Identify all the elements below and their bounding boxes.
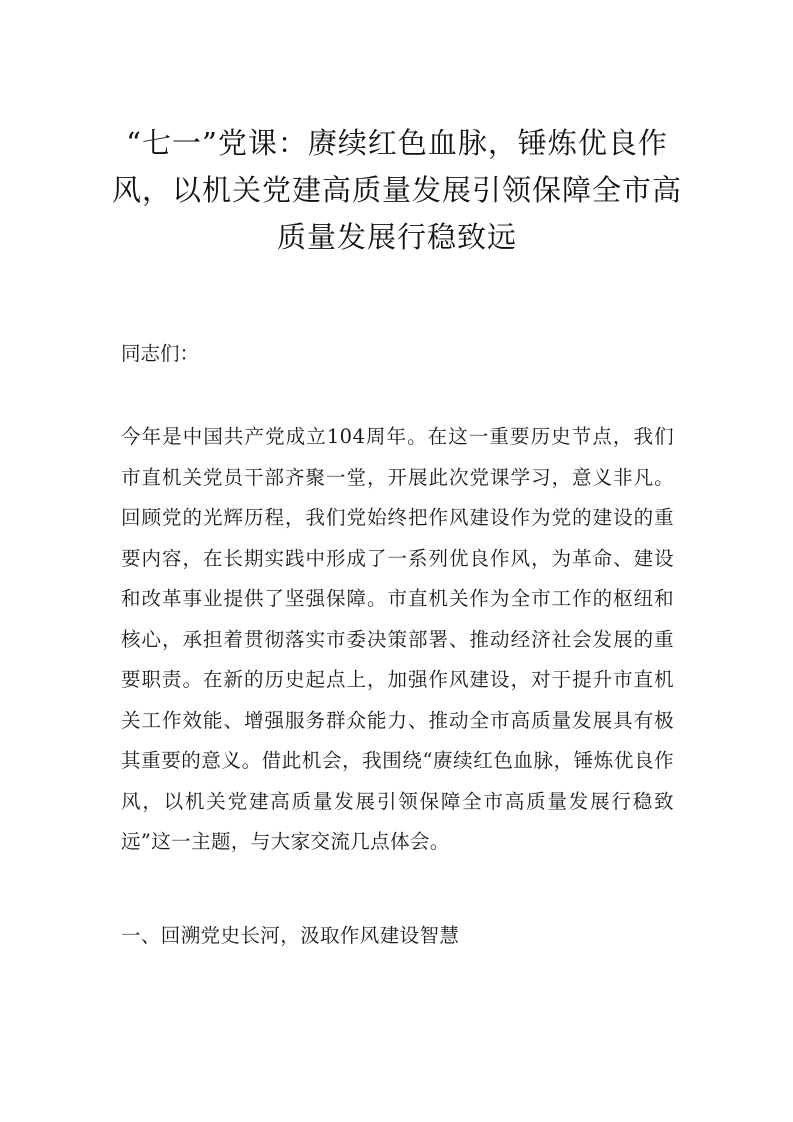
salutation: 同志们： <box>121 342 200 365</box>
intro-paragraph: 今年是中国共产党成立104周年。在这一重要历史节点，我们市直机关党员干部齐聚一堂，开展此次党课学习，意义非凡。回顾党的光辉历程，我们党始终把作风建设作为党的建设的重要内容，在长期实践中形成了一系列优良作风，为革命、建设和改革事业提供了坚强保障。市直机关作为全市工作的枢纽和核心，承担着贯彻落实市委决策部署、推动经济社会发展的重要职责。在新的历史起点上，加强作风建设，对于提升市直机关工作效能、增强服务群众能力、推动全市高质量发展具有极其重要的意义。借此机会，我围绕“赓续红色血脉，锤炼优良作风，以机关党建高质量发展引领保障全市高质量发展行稳致远”这一主题，与大家交流几点体会。 <box>121 425 674 853</box>
document-title: “七一”党课：赓续红色血脉，锤炼优良作风，以机关党建高质量发展引领保障全市高质量发展行稳致远 <box>111 126 682 254</box>
section-heading: 一、回溯党史长河，汲取作风建设智慧 <box>121 924 460 947</box>
